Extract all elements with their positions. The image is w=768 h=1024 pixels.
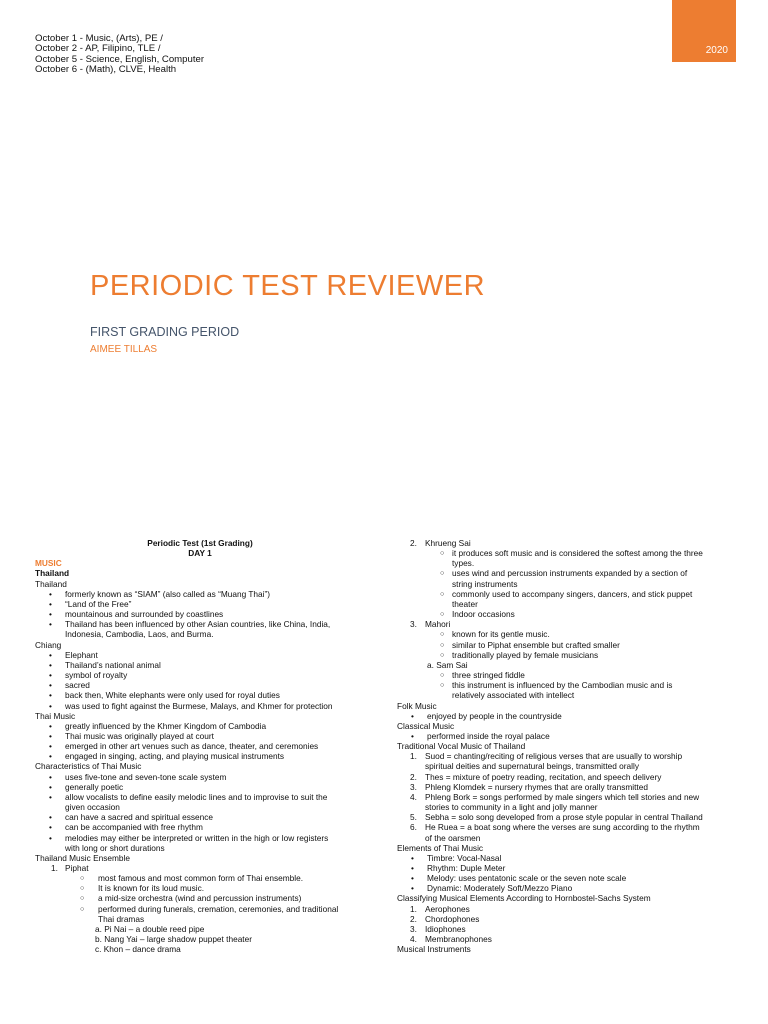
- numbered-item: 4. Phleng Bork = songs performed by male singers which tell stories and new: [410, 791, 700, 802]
- list-item: • Dynamic: Moderately Soft/Mezzo Piano: [411, 883, 573, 894]
- numbered-item: 2. Khrueng Sai: [410, 538, 471, 548]
- list-item: • melodies may either be interpreted or written in the high or low registers: [49, 832, 329, 843]
- page-subtitle: FIRST GRADING PERIOD: [90, 325, 240, 339]
- circle-bullet-icon: ○: [440, 611, 445, 619]
- sub-list-item: ○ this instrument is influenced by the Cambodian music and is: [440, 680, 673, 691]
- sub-list-item: ○ uses wind and percussion instruments expanded by a section of: [440, 568, 688, 579]
- sub-list-item: ○ performed during funerals, cremation, ceremonies, and traditional: [80, 903, 339, 914]
- bullet-icon: •: [49, 812, 52, 823]
- numbered-item: 3. Mahori: [410, 619, 451, 630]
- folk-music-label: Folk Music: [397, 700, 437, 711]
- circle-bullet-icon: ○: [440, 641, 445, 649]
- thai-music-label: Thai Music: [35, 710, 76, 721]
- sub-list-item: ○ three stringed fiddle: [440, 670, 525, 681]
- list-item: • can have a sacred and spiritual essence: [49, 812, 214, 823]
- sub-list-item-continuation: relatively associated with intellect: [452, 690, 575, 701]
- list-item: • Rhythm: Duple Meter: [411, 863, 506, 873]
- numbered-item: 6. He Ruea = a boat song where the verses are sung according to the rhythm: [410, 822, 700, 833]
- bullet-icon: •: [411, 873, 414, 884]
- numbered-item: 4. Membranophones: [410, 934, 492, 945]
- topic-label: Thailand: [35, 578, 67, 589]
- chiang-label: Chiang: [35, 639, 62, 650]
- circle-bullet-icon: ○: [440, 550, 445, 558]
- list-item: • uses five-tone and seven-tone scale system: [49, 771, 227, 782]
- list-item: • allow vocalists to define easily melodic lines and to improvise to suit the: [49, 791, 328, 802]
- bullet-icon: •: [49, 791, 52, 802]
- instruments-label: Musical Instruments: [397, 944, 471, 955]
- schedule-line: October 5 - Science, English, Computer: [35, 53, 205, 65]
- bullet-icon: •: [49, 700, 52, 711]
- circle-bullet-icon: ○: [80, 875, 85, 883]
- bullet-icon: •: [411, 883, 414, 894]
- list-item: • back then, White elephants were only used for royal duties: [49, 690, 280, 701]
- list-item-continuation: with long or short durations: [65, 842, 165, 853]
- bullet-icon: •: [49, 730, 52, 741]
- bullet-icon: •: [49, 659, 52, 670]
- circle-bullet-icon: ○: [80, 885, 85, 893]
- list-item: • “Land of the Free”: [49, 598, 132, 609]
- circle-bullet-icon: ○: [440, 672, 445, 680]
- list-item-continuation: given occasion: [65, 802, 120, 813]
- list-item-continuation: Indonesia, Cambodia, Laos, and Burma.: [65, 629, 214, 640]
- right-column: [397, 538, 742, 954]
- bullet-icon: •: [49, 609, 52, 620]
- sub-list-item-continuation: theater: [452, 598, 478, 609]
- elements-label: Elements of Thai Music: [397, 842, 484, 853]
- sub-list-item: ○ similar to Piphat ensemble but crafted smaller: [440, 639, 620, 650]
- sub-list-item: ○ most famous and most common form of Thai ensemble.: [80, 873, 304, 884]
- ensemble-label: Thailand Music Ensemble: [35, 852, 130, 863]
- sub-list-item: ○ Indoor occasions: [440, 609, 515, 620]
- list-item: • engaged in singing, acting, and playing musical instruments: [49, 751, 285, 762]
- sub-list-item: ○ commonly used to accompany singers, dancers, and stick puppet: [440, 588, 693, 599]
- list-item: • Timbre: Vocal-Nasal: [411, 852, 502, 863]
- bullet-icon: •: [411, 852, 414, 863]
- numbered-item: 3. Phleng Klomdek = nursery rhymes that are orally transmitted: [410, 781, 648, 792]
- list-item: • mountainous and surrounded by coastlines: [49, 609, 224, 620]
- list-item: • formerly known as “SIAM” (also called as “Muang Thai”): [49, 588, 271, 599]
- numbered-item: 2. Thes = mixture of poetry reading, recitation, and speech delivery: [410, 771, 662, 782]
- numbered-item-continuation: spiritual deities and supernatural beings, transmitted orally: [425, 761, 639, 772]
- list-item: • emerged in other art venues such as dance, theater, and ceremonies: [49, 741, 319, 752]
- lettered-item: c. Khon – dance drama: [95, 944, 181, 955]
- list-item: • Elephant: [49, 649, 98, 660]
- circle-bullet-icon: ○: [80, 895, 85, 903]
- list-item: • Thai music was originally played at court: [49, 730, 214, 741]
- circle-bullet-icon: ○: [440, 570, 445, 578]
- list-item: • Thailand has been influenced by other Asian countries, like China, India,: [49, 619, 331, 630]
- bullet-icon: •: [49, 720, 52, 731]
- sub-list-item: ○ known for its gentle music.: [440, 629, 550, 640]
- bullet-icon: •: [49, 771, 52, 782]
- schedule-line: October 1 - Music, (Arts), PE /: [35, 33, 163, 44]
- section-heading: Periodic Test (1st Grading): [147, 538, 253, 548]
- circle-bullet-icon: ○: [80, 905, 85, 913]
- list-item: • enjoyed by people in the countryside: [411, 710, 562, 721]
- numbered-item: 1. Aerophones: [410, 903, 470, 914]
- lettered-item: a. Pi Nai – a double reed pipe: [95, 923, 205, 934]
- topic-heading: Thailand: [35, 568, 70, 579]
- bullet-icon: •: [49, 741, 52, 752]
- list-item: • Thailand’s national animal: [49, 659, 161, 670]
- year-badge: [672, 0, 736, 62]
- circle-bullet-icon: ○: [440, 590, 445, 598]
- lettered-item: b. Nang Yai – large shadow puppet theater: [95, 934, 252, 945]
- bullet-icon: •: [411, 730, 414, 741]
- list-item: • symbol of royalty: [49, 670, 128, 681]
- classical-music-label: Classical Music: [397, 720, 455, 731]
- bullet-icon: •: [49, 598, 52, 609]
- numbered-item-continuation: of the oarsmen: [425, 832, 481, 843]
- sub-list-item: ○ It is known for its loud music.: [80, 883, 205, 894]
- bullet-icon: •: [49, 690, 52, 701]
- bullet-icon: •: [49, 680, 52, 691]
- year-text: 2020: [705, 45, 728, 56]
- bullet-icon: •: [49, 751, 52, 762]
- numbered-item: 3. Idiophones: [410, 923, 466, 934]
- list-item: • greatly influenced by the Khmer Kingdom of Cambodia: [49, 720, 267, 731]
- classifying-label: Classifying Musical Elements According to Hornbostel-Sachs System: [397, 893, 651, 904]
- list-item: • was used to fight against the Burmese, Malays, and Khmer for protection: [49, 700, 333, 711]
- bullet-icon: •: [49, 822, 52, 833]
- numbered-item: 1. Suod = chanting/reciting of religious verses that are usually to worship: [410, 751, 683, 762]
- numbered-item: 5. Sebha = solo song developed from a prose style popular in central Thailand: [410, 812, 703, 823]
- bullet-icon: •: [49, 649, 52, 660]
- bullet-icon: •: [49, 781, 52, 792]
- bullet-icon: •: [411, 710, 414, 721]
- sub-list-item: ○ traditionally played by female musicians: [440, 649, 599, 660]
- numbered-item: 2. Chordophones: [410, 913, 480, 924]
- circle-bullet-icon: ○: [440, 682, 445, 690]
- day-heading: DAY 1: [188, 548, 212, 559]
- list-item: • performed inside the royal palace: [411, 730, 550, 741]
- list-item: • can be accompanied with free rhythm: [49, 822, 203, 833]
- numbered-item: 1. Piphat: [51, 863, 89, 873]
- author-name: AIMEE TILLAS: [90, 344, 158, 355]
- page-title: PERIODIC TEST REVIEWER: [90, 270, 486, 302]
- schedule-notes: [35, 34, 204, 76]
- schedule-line: October 6 - (Math), CLVE, Health: [35, 64, 177, 76]
- circle-bullet-icon: ○: [440, 631, 445, 639]
- schedule-line: October 2 - AP, Filipino, TLE /: [35, 43, 161, 55]
- bullet-icon: •: [49, 588, 52, 599]
- bullet-icon: •: [411, 863, 414, 873]
- list-item: • generally poetic: [49, 781, 124, 792]
- lettered-item: a. Sam Sai: [427, 659, 468, 670]
- list-item: • Melody: uses pentatonic scale or the seven note scale: [411, 873, 627, 884]
- vocal-music-label: Traditional Vocal Music of Thailand: [397, 741, 526, 752]
- sub-list-item-continuation: types.: [452, 558, 475, 569]
- bullet-icon: •: [49, 619, 52, 630]
- circle-bullet-icon: ○: [440, 651, 445, 659]
- sub-list-item: ○ it produces soft music and is considered the softest among the three: [440, 548, 703, 559]
- sub-list-item: ○ a mid-size orchestra (wind and percussion instruments): [80, 893, 302, 904]
- subject-label: MUSIC: [35, 558, 62, 569]
- sub-list-item-continuation: Thai dramas: [98, 913, 145, 924]
- bullet-icon: •: [49, 832, 52, 843]
- characteristics-label: Characteristics of Thai Music: [35, 761, 142, 772]
- bullet-icon: •: [49, 670, 52, 681]
- sub-list-item-continuation: string instruments: [452, 578, 518, 589]
- list-item: • sacred: [49, 680, 90, 691]
- left-column: [35, 538, 365, 954]
- numbered-item-continuation: stories to community in a light and jolly manner: [425, 802, 598, 813]
